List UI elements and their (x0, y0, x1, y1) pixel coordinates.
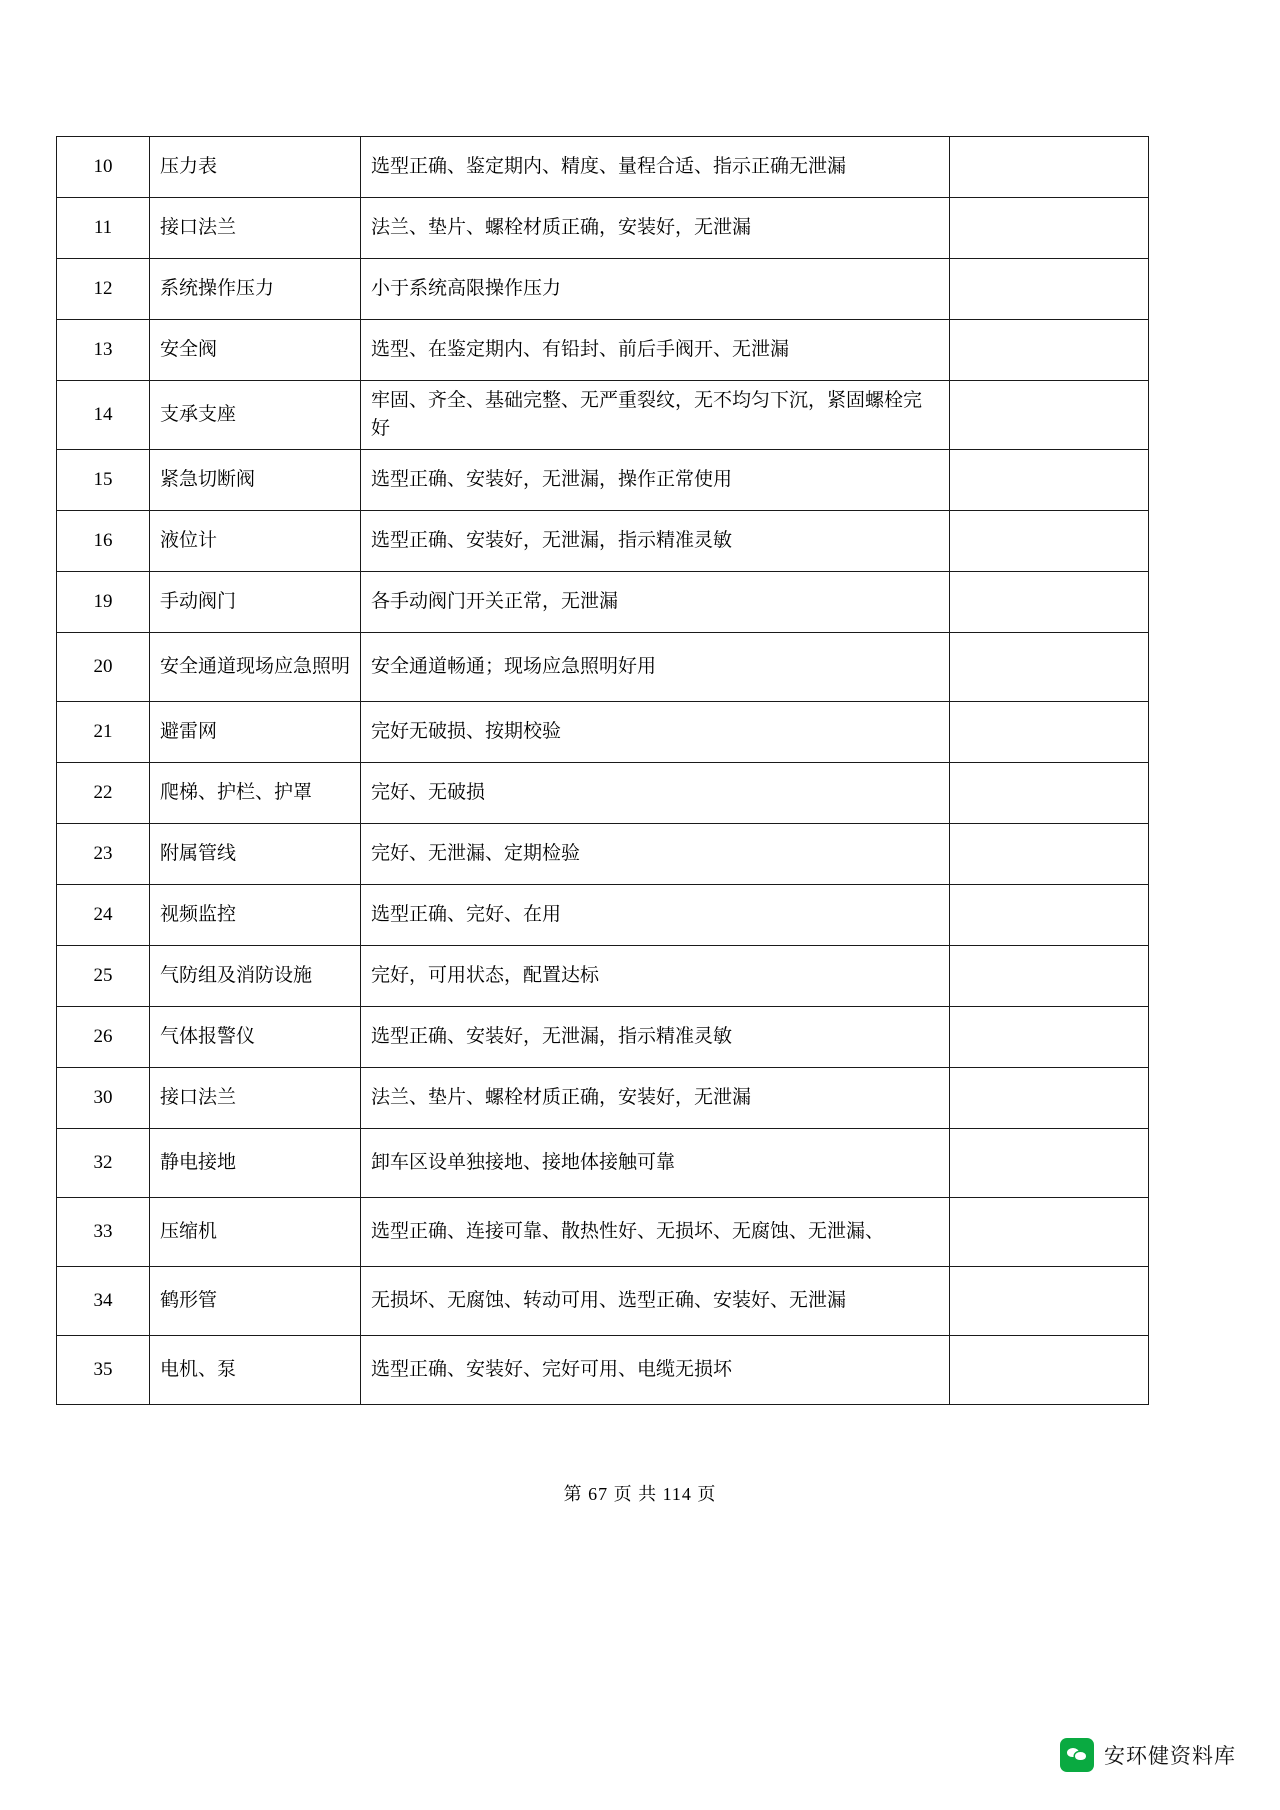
cell-requirement-text: 各手动阀门开关正常，无泄漏 (361, 572, 950, 633)
cell-result-blank[interactable] (950, 1267, 1149, 1336)
cell-inspection-item: 气防组及消防设施 (150, 946, 361, 1007)
cell-requirement-text: 选型正确、安装好，无泄漏，指示精准灵敏 (361, 511, 950, 572)
cell-inspection-item: 避雷网 (150, 702, 361, 763)
table-row (57, 633, 1149, 702)
table-row (57, 198, 1149, 259)
cell-serial-number: 30 (57, 1068, 150, 1129)
cell-result-blank[interactable] (950, 198, 1149, 259)
cell-serial-number: 15 (57, 450, 150, 511)
cell-result-blank[interactable] (950, 381, 1149, 450)
cell-requirement-text: 完好、无破损 (361, 763, 950, 824)
cell-inspection-item: 视频监控 (150, 885, 361, 946)
cell-requirement-text: 选型、在鉴定期内、有铅封、前后手阀开、无泄漏 (361, 320, 950, 381)
cell-result-blank[interactable] (950, 763, 1149, 824)
cell-requirement-text: 完好，可用状态，配置达标 (361, 946, 950, 1007)
page-footer: 第 67 页 共 114 页 (563, 1484, 717, 1504)
cell-serial-number: 35 (57, 1336, 150, 1405)
cell-inspection-item: 安全阀 (150, 320, 361, 381)
cell-serial-number: 19 (57, 572, 150, 633)
table-row (57, 824, 1149, 885)
cell-inspection-item: 接口法兰 (150, 1068, 361, 1129)
table-row (57, 946, 1149, 1007)
cell-inspection-item: 系统操作压力 (150, 259, 361, 320)
cell-serial-number: 32 (57, 1129, 150, 1198)
cell-requirement-text: 法兰、垫片、螺栓材质正确，安装好，无泄漏 (361, 1068, 950, 1129)
cell-inspection-item: 静电接地 (150, 1129, 361, 1198)
cell-inspection-item: 紧急切断阀 (150, 450, 361, 511)
cell-inspection-item: 压力表 (150, 137, 361, 198)
cell-inspection-item: 气体报警仪 (150, 1007, 361, 1068)
cell-requirement-text: 选型正确、连接可靠、散热性好、无损坏、无腐蚀、无泄漏、 (361, 1198, 950, 1267)
cell-inspection-item: 接口法兰 (150, 198, 361, 259)
cell-inspection-item: 爬梯、护栏、护罩 (150, 763, 361, 824)
cell-serial-number: 10 (57, 137, 150, 198)
cell-requirement-text: 安全通道畅通；现场应急照明好用 (361, 633, 950, 702)
cell-serial-number: 16 (57, 511, 150, 572)
checklist-table-wrapper (56, 136, 1066, 1405)
checklist-table (56, 136, 1149, 1405)
cell-inspection-item: 安全通道现场应急照明 (150, 633, 361, 702)
cell-serial-number: 13 (57, 320, 150, 381)
table-row (57, 1267, 1149, 1336)
cell-requirement-text: 完好、无泄漏、定期检验 (361, 824, 950, 885)
cell-requirement-text: 无损坏、无腐蚀、转动可用、选型正确、安装好、无泄漏 (361, 1267, 950, 1336)
table-row (57, 137, 1149, 198)
cell-result-blank[interactable] (950, 946, 1149, 1007)
table-row (57, 1068, 1149, 1129)
cell-inspection-item: 支承支座 (150, 381, 361, 450)
cell-result-blank[interactable] (950, 1007, 1149, 1068)
cell-serial-number: 23 (57, 824, 150, 885)
watermark (1060, 1738, 1236, 1772)
cell-serial-number: 22 (57, 763, 150, 824)
cell-requirement-text: 选型正确、安装好，无泄漏，指示精准灵敏 (361, 1007, 950, 1068)
watermark-label: 安环健资料库 (1104, 1745, 1236, 1768)
cell-serial-number: 14 (57, 381, 150, 450)
cell-result-blank[interactable] (950, 1336, 1149, 1405)
cell-serial-number: 34 (57, 1267, 150, 1336)
table-row (57, 1198, 1149, 1267)
table-row (57, 320, 1149, 381)
cell-result-blank[interactable] (950, 633, 1149, 702)
cell-inspection-item: 电机、泵 (150, 1336, 361, 1405)
cell-serial-number: 26 (57, 1007, 150, 1068)
cell-serial-number: 33 (57, 1198, 150, 1267)
cell-requirement-text: 选型正确、鉴定期内、精度、量程合适、指示正确无泄漏 (361, 137, 950, 198)
cell-result-blank[interactable] (950, 137, 1149, 198)
table-row (57, 450, 1149, 511)
cell-serial-number: 21 (57, 702, 150, 763)
cell-result-blank[interactable] (950, 511, 1149, 572)
cell-result-blank[interactable] (950, 450, 1149, 511)
table-row (57, 702, 1149, 763)
cell-result-blank[interactable] (950, 1068, 1149, 1129)
checklist-table-body (57, 137, 1149, 1405)
cell-result-blank[interactable] (950, 1129, 1149, 1198)
cell-serial-number: 11 (57, 198, 150, 259)
cell-result-blank[interactable] (950, 702, 1149, 763)
wechat-badge-icon (1060, 1738, 1094, 1772)
cell-result-blank[interactable] (950, 320, 1149, 381)
cell-inspection-item: 手动阀门 (150, 572, 361, 633)
cell-inspection-item: 压缩机 (150, 1198, 361, 1267)
cell-result-blank[interactable] (950, 1198, 1149, 1267)
table-row (57, 511, 1149, 572)
table-row (57, 885, 1149, 946)
cell-requirement-text: 完好无破损、按期校验 (361, 702, 950, 763)
cell-requirement-text: 选型正确、安装好、完好可用、电缆无损坏 (361, 1336, 950, 1405)
cell-requirement-text: 法兰、垫片、螺栓材质正确，安装好，无泄漏 (361, 198, 950, 259)
table-row (57, 1007, 1149, 1068)
cell-serial-number: 24 (57, 885, 150, 946)
cell-requirement-text: 选型正确、安装好，无泄漏，操作正常使用 (361, 450, 950, 511)
cell-serial-number: 20 (57, 633, 150, 702)
table-row (57, 259, 1149, 320)
cell-serial-number: 25 (57, 946, 150, 1007)
table-row (57, 572, 1149, 633)
cell-inspection-item: 鹤形管 (150, 1267, 361, 1336)
cell-requirement-text: 牢固、齐全、基础完整、无严重裂纹，无不均匀下沉，紧固螺栓完好 (361, 381, 950, 450)
table-row (57, 763, 1149, 824)
cell-result-blank[interactable] (950, 259, 1149, 320)
cell-result-blank[interactable] (950, 572, 1149, 633)
cell-result-blank[interactable] (950, 885, 1149, 946)
cell-inspection-item: 液位计 (150, 511, 361, 572)
table-row (57, 1129, 1149, 1198)
cell-requirement-text: 卸车区设单独接地、接地体接触可靠 (361, 1129, 950, 1198)
cell-requirement-text: 小于系统高限操作压力 (361, 259, 950, 320)
cell-result-blank[interactable] (950, 824, 1149, 885)
cell-serial-number: 12 (57, 259, 150, 320)
cell-inspection-item: 附属管线 (150, 824, 361, 885)
cell-requirement-text: 选型正确、完好、在用 (361, 885, 950, 946)
table-row (57, 381, 1149, 450)
table-row (57, 1336, 1149, 1405)
